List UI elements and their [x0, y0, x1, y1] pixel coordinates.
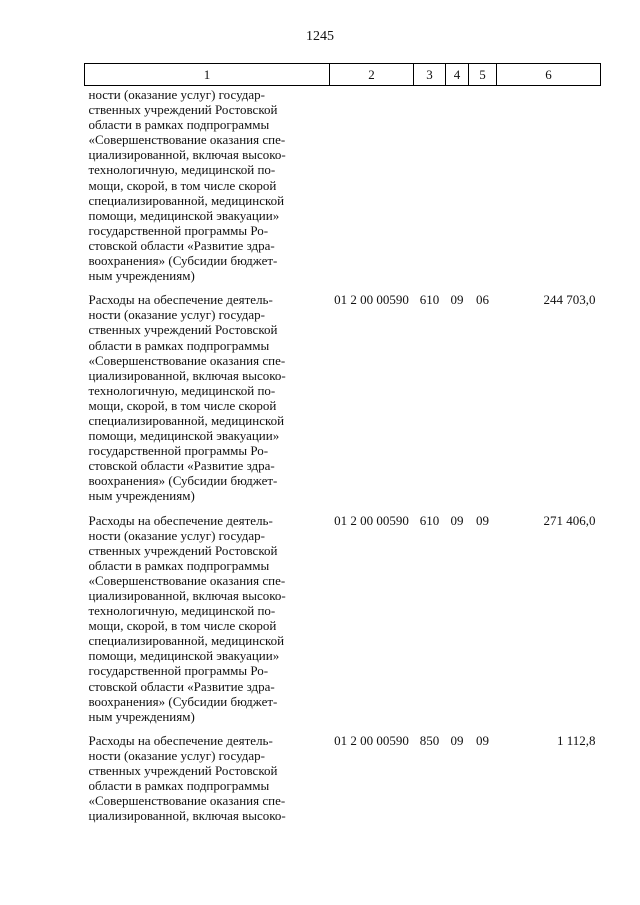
expense-type-code: 610 — [419, 292, 440, 308]
target-article-code: 01 2 00 00590 — [334, 512, 409, 528]
table-row — [85, 730, 601, 830]
description-line: государственной программы Ро- — [88, 663, 269, 679]
description-line: помощи, медицинской эвакуации» — [88, 648, 280, 664]
target-article-code: 01 2 00 00590 — [334, 292, 409, 308]
expense-type-code: 850 — [419, 732, 440, 748]
description-line: «Совершенствование оказания спе- — [88, 352, 286, 368]
description-line: Расходы на обеспечение деятель- — [88, 512, 273, 528]
subsection-code: 09 — [476, 512, 489, 528]
subsection-code: 06 — [476, 292, 489, 308]
description-line: циализированной, включая высоко- — [88, 588, 286, 603]
table-row — [85, 510, 601, 730]
section-code — [446, 86, 469, 290]
description-line: циализированной, включая высоко- — [88, 808, 286, 824]
description-line: ности (оказание услуг) государ- — [88, 87, 265, 102]
description-line: «Совершенствование оказания спе- — [88, 132, 286, 148]
column-header: 4 — [446, 64, 469, 86]
description-line: области в рамках подпрограммы — [88, 337, 270, 353]
description-line: ности (оказание услуг) государ- — [88, 747, 265, 763]
description-line: специализированной, медицинской — [88, 192, 285, 208]
description-line: области в рамках подпрограммы — [88, 117, 270, 133]
expense-type-code — [414, 86, 446, 290]
expense-type-code: 610 — [419, 512, 440, 528]
description-line: помощи, медицинской эвакуации» — [88, 428, 280, 444]
description-line: стовской области «Развитие здра- — [88, 458, 275, 474]
description-line: помощи, медицинской эвакуации» — [88, 207, 280, 223]
column-header: 1 — [85, 64, 330, 86]
description-line: технологичную, медицинской по- — [88, 162, 276, 178]
description-line: государственной программы Ро- — [88, 443, 269, 459]
description-line: ности (оказание услуг) государ- — [88, 527, 265, 543]
description-line: ным учреждениям) — [88, 488, 195, 504]
description-line: «Совершенствование оказания спе- — [88, 793, 286, 809]
description-line: области в рамках подпрограммы — [88, 557, 270, 573]
description-line: циализированной, включая высоко- — [88, 147, 286, 163]
section-code: 09 — [450, 512, 464, 528]
description-line: ственных учреждений Ростовской — [88, 542, 278, 558]
description-line: технологичную, медицинской по- — [88, 603, 276, 619]
target-article-code — [330, 86, 414, 290]
description-line: стовской области «Развитие здра- — [88, 237, 275, 253]
description-line: мощи, скорой, в том числе скорой — [88, 397, 277, 413]
budget-table — [84, 63, 601, 829]
description-line: ности (оказание услуг) государ- — [88, 307, 265, 323]
description-line: воохранения» (Субсидии бюджет- — [88, 473, 278, 489]
amount: 244 703,0 — [543, 292, 596, 308]
description-line: мощи, скорой, в том числе скорой — [88, 177, 277, 193]
table-body — [85, 86, 601, 830]
section-code: 09 — [450, 292, 464, 308]
description-line: Расходы на обеспечение деятель- — [88, 292, 273, 308]
description-line: циализированной, включая высоко- — [88, 367, 286, 383]
column-header: 6 — [497, 64, 601, 86]
target-article-code: 01 2 00 00590 — [334, 732, 409, 748]
description-line: специализированной, медицинской — [88, 412, 285, 428]
subsection-code: 09 — [476, 732, 489, 748]
subsection-code — [469, 86, 497, 290]
description-line: специализированной, медицинской — [88, 633, 285, 649]
table-row — [85, 289, 601, 509]
section-code: 09 — [450, 732, 464, 748]
expense-description — [85, 289, 330, 509]
description-line: воохранения» (Субсидии бюджет- — [88, 253, 278, 269]
description-line: государственной программы Ро- — [88, 222, 269, 238]
column-header: 3 — [414, 64, 446, 86]
amount — [497, 86, 601, 290]
description-line: стовской области «Развитие здра- — [88, 678, 275, 694]
description-line: ным учреждениям) — [88, 268, 195, 284]
expense-description — [85, 510, 330, 730]
description-line: технологичную, медицинской по- — [88, 382, 276, 398]
expense-description — [85, 86, 330, 290]
table-header-row — [85, 64, 601, 86]
amount: 1 112,8 — [556, 732, 596, 748]
description-line: воохранения» (Субсидии бюджет- — [88, 693, 278, 709]
column-header: 2 — [330, 64, 414, 86]
expense-description — [85, 730, 330, 830]
description-line: ственных учреждений Ростовской — [88, 322, 278, 338]
column-header: 5 — [469, 64, 497, 86]
description-line: Расходы на обеспечение деятель- — [88, 732, 273, 748]
description-line: ственных учреждений Ростовской — [88, 763, 278, 779]
description-line: области в рамках подпрограммы — [88, 778, 270, 794]
amount: 271 406,0 — [543, 512, 596, 528]
description-line: ным учреждениям) — [88, 708, 195, 724]
description-line: мощи, скорой, в том числе скорой — [88, 618, 277, 634]
description-line: «Совершенствование оказания спе- — [88, 572, 286, 588]
description-line: ственных учреждений Ростовской — [88, 102, 278, 118]
table-row — [85, 86, 601, 290]
page-number: 1245 — [306, 29, 334, 44]
